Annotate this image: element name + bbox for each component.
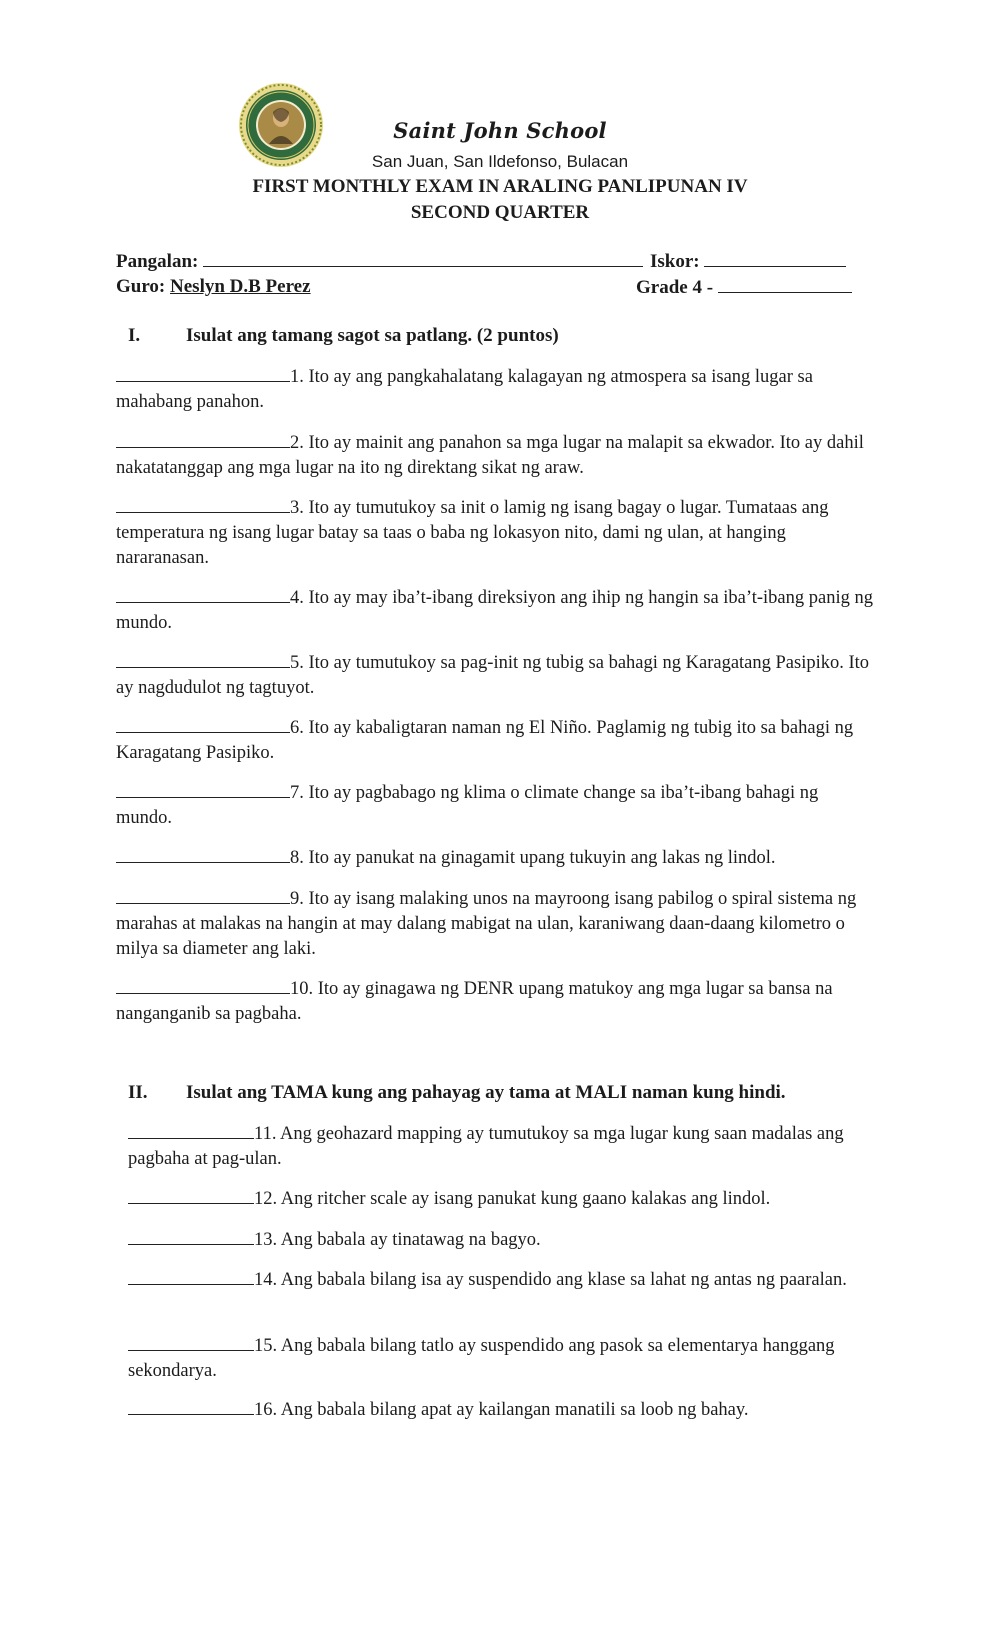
answer-blank[interactable] xyxy=(128,1122,254,1139)
answer-blank[interactable] xyxy=(116,431,290,448)
section-1-numeral: I. xyxy=(128,325,141,346)
question-item xyxy=(116,781,876,831)
section-2-instruction: Isulat ang TAMA kung ang pahayag ay tama at MALI naman kung hindi. xyxy=(186,1082,786,1103)
statement-text: 14. Ang babala bilang isa ay suspendido ang klase sa lahat ng antas ng paaralan. xyxy=(254,1270,847,1290)
statement-item xyxy=(128,1228,876,1253)
statement-text: 15. Ang babala bilang tatlo ay suspendido ang pasok sa elementarya hanggang sekondarya. xyxy=(128,1336,835,1381)
grade-field xyxy=(636,276,852,299)
question-text: 2. Ito ay mainit ang panahon sa mga lugar na malapit sa ekwador. Ito ay dahil nakatatanggap ang mga lugar na ito ng direktang sikat ng araw. xyxy=(116,433,864,478)
school-address: San Juan, San Ildefonso, Bulacan xyxy=(371,152,629,171)
statement-item xyxy=(128,1187,876,1212)
answer-blank[interactable] xyxy=(128,1268,254,1285)
section-2-heading xyxy=(128,1082,786,1104)
teacher-label: Guro: xyxy=(116,276,166,297)
answer-blank[interactable] xyxy=(116,887,290,904)
statement-text: 16. Ang babala bilang apat ay kailangan manatili sa loob ng bahay. xyxy=(254,1400,749,1420)
name-field xyxy=(116,250,643,273)
question-text: 6. Ito ay kabaligtaran naman ng El Niño. Paglamig ng tubig ito sa bahagi ng Karagatang Pasipiko. xyxy=(116,718,854,763)
question-text: 5. Ito ay tumutukoy sa pag-init ng tubig sa bahagi ng Karagatang Pasipiko. Ito ay nagdudulot ng tagtuyot. xyxy=(116,653,870,698)
grade-blank[interactable] xyxy=(718,276,852,293)
answer-blank[interactable] xyxy=(116,365,290,382)
question-item xyxy=(116,651,876,701)
teacher-field xyxy=(116,276,311,298)
question-item xyxy=(116,846,876,871)
section-1-heading xyxy=(128,325,559,347)
statement-item xyxy=(128,1398,876,1423)
exam-quarter: SECOND QUARTER xyxy=(410,202,590,223)
section-2-numeral: II. xyxy=(128,1082,148,1103)
score-field xyxy=(650,250,846,273)
answer-blank[interactable] xyxy=(116,651,290,668)
score-label: Iskor: xyxy=(650,251,700,272)
question-text: 8. Ito ay panukat na ginagamit upang tukuyin ang lakas ng lindol. xyxy=(290,848,776,868)
question-text: 7. Ito ay pagbabago ng klima o climate change sa iba’t-ibang bahagi ng mundo. xyxy=(116,783,819,828)
answer-blank[interactable] xyxy=(116,846,290,863)
answer-blank[interactable] xyxy=(128,1187,254,1204)
statement-item xyxy=(128,1268,876,1293)
statement-item xyxy=(128,1334,876,1384)
answer-blank[interactable] xyxy=(116,781,290,798)
answer-blank[interactable] xyxy=(116,496,290,513)
question-text: 4. Ito ay may iba’t-ibang direksiyon ang ihip ng hangin sa iba’t-ibang panig ng mundo. xyxy=(116,588,873,633)
answer-blank[interactable] xyxy=(128,1334,254,1351)
answer-blank[interactable] xyxy=(116,977,290,994)
question-item xyxy=(116,496,876,571)
statement-text: 11. Ang geohazard mapping ay tumutukoy sa mga lugar kung saan madalas ang pagbaha at pag-ulan. xyxy=(128,1124,844,1169)
teacher-name: Neslyn D.B Perez xyxy=(170,276,311,297)
statement-text: 13. Ang babala ay tinatawag na bagyo. xyxy=(254,1230,541,1250)
question-item xyxy=(116,431,876,481)
question-item xyxy=(116,716,876,766)
question-text: 1. Ito ay ang pangkahalatang kalagayan ng atmospera sa isang lugar sa mahabang panahon. xyxy=(116,367,813,412)
name-label: Pangalan: xyxy=(116,251,199,272)
question-text: 3. Ito ay tumutukoy sa init o lamig ng isang bagay o lugar. Tumataas ang temperatura ng isang lugar batay sa taas o baba ng lokasyon nito, dami ng ulan, at hanging nararanasan. xyxy=(116,498,829,568)
grade-label: Grade 4 - xyxy=(636,277,714,298)
answer-blank[interactable] xyxy=(128,1228,254,1245)
exam-title: FIRST MONTHLY EXAM IN ARALING PANLIPUNAN IV xyxy=(252,176,748,197)
answer-blank[interactable] xyxy=(128,1398,254,1415)
school-name: Saint John School xyxy=(393,118,607,143)
section-1-instruction: Isulat ang tamang sagot sa patlang. (2 puntos) xyxy=(186,325,559,346)
question-item xyxy=(116,977,876,1027)
question-text: 9. Ito ay isang malaking unos na mayroong isang pabilog o spiral sistema ng marahas at malakas na hangin at may dalang mabigat na ulan, karaniwang daan-daang kilometro o milya sa diameter ang laki. xyxy=(116,889,857,959)
name-blank[interactable] xyxy=(203,250,643,267)
question-item xyxy=(116,887,876,962)
question-item xyxy=(116,365,876,415)
question-text: 10. Ito ay ginagawa ng DENR upang matukoy ang mga lugar sa bansa na nanganganib sa pagbaha. xyxy=(116,979,833,1024)
statement-item xyxy=(128,1122,876,1172)
answer-blank[interactable] xyxy=(116,586,290,603)
statement-text: 12. Ang ritcher scale ay isang panukat kung gaano kalakas ang lindol. xyxy=(254,1189,771,1209)
answer-blank[interactable] xyxy=(116,716,290,733)
score-blank[interactable] xyxy=(704,250,846,267)
question-item xyxy=(116,586,876,636)
